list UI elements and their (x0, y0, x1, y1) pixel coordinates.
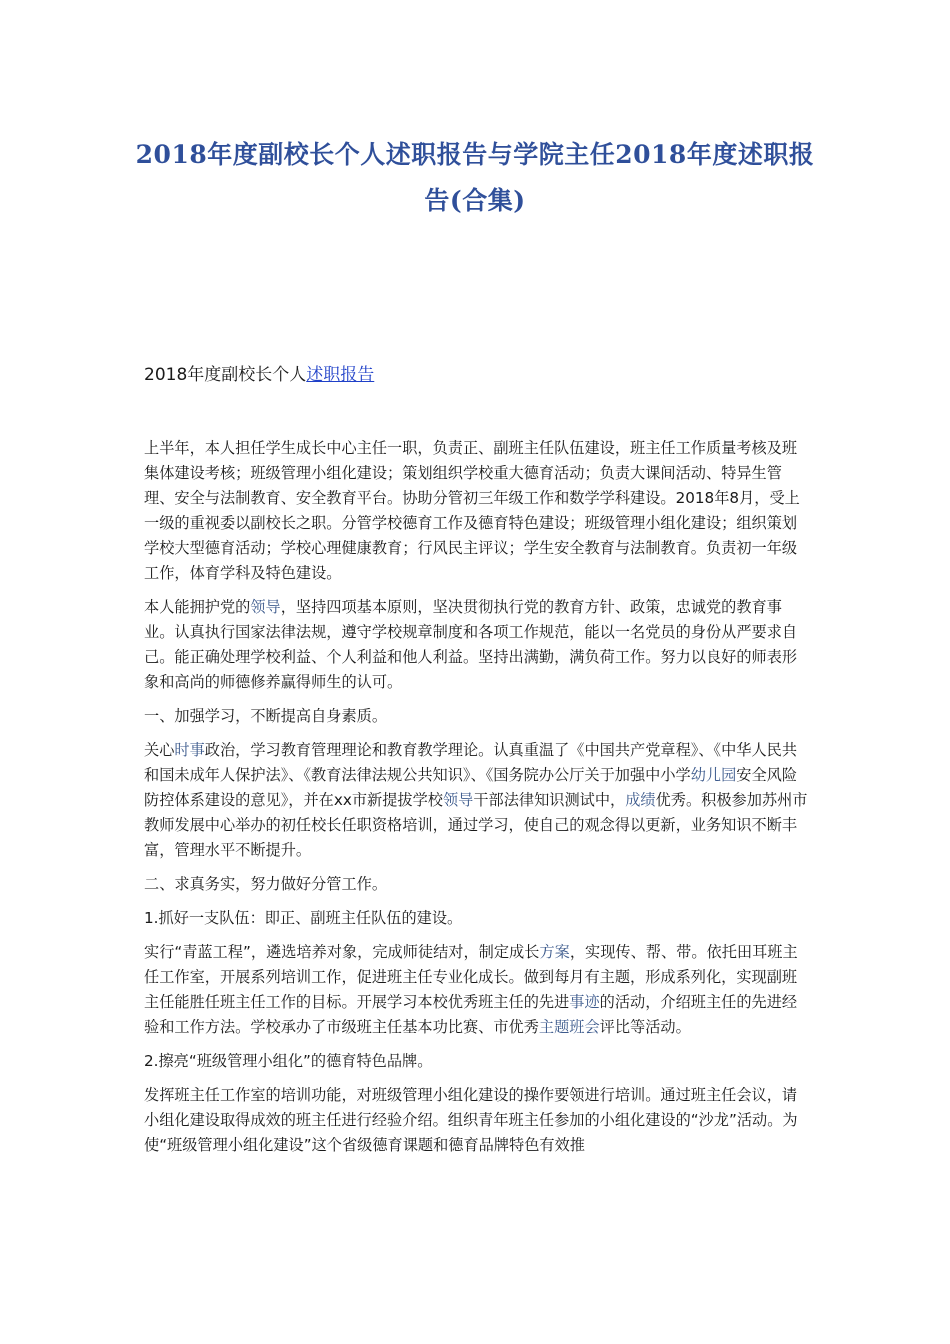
section-heading-text: 2018年度副校长个人 (144, 365, 307, 385)
highlighted-term: 幼儿园 (690, 766, 737, 784)
paragraph-text: 发挥班主任工作室的培训功能，对班级管理小组化建设的操作要领进行培训。通过班主任会议，请小组化建设取得成效的班主任进行经验介绍。组织青年班主任参加的小组化建设的“沙龙”活动。为使“班级管理小组化建设”这个省级德育课题和德育品牌特色有效推 (144, 1086, 798, 1154)
paragraph (144, 738, 809, 863)
highlighted-term: 成绩 (625, 791, 656, 809)
highlighted-term: 领导 (250, 598, 281, 616)
paragraph-text: 评比等活动。 (599, 1018, 691, 1036)
paragraph (144, 1083, 809, 1158)
highlighted-term: 领导 (442, 791, 474, 809)
paragraph (144, 906, 809, 931)
paragraph (144, 940, 809, 1040)
document-body (144, 436, 809, 1167)
document-title: 2018年度副校长个人述职报告与学院主任2018年度述职报告(合集) (135, 140, 815, 215)
paragraph (144, 1049, 809, 1074)
highlighted-term: 事迹 (569, 993, 600, 1011)
highlighted-term: 方案 (539, 943, 570, 961)
paragraph-text: 干部法律知识测试中， (473, 791, 626, 809)
paragraph-text: 政治，学习教育管理理论和教育教学理论。认真重温了《中国共产党章程》、《中华人民共和国未成年人保护法》、《教育法律法规公共知识》、《国务院办公厅关于加强中小学 (144, 741, 798, 784)
paragraph-text: 安全风险防控体系建设的意见》，并在xx市新提拔学校 (144, 766, 798, 809)
paragraph-text: 优秀。积极参加苏州市教师发展中心举办的初任校长任职资格培训，通过学习，使自己的观念得以更新，业务知识不断丰富，管理水平不断提升。 (144, 791, 808, 859)
paragraph-text: 关心 (144, 741, 175, 759)
paragraph (144, 595, 809, 695)
section-heading-link[interactable]: 述职报告 (306, 365, 375, 385)
section-heading (144, 362, 374, 388)
paragraph-text: 实行“青蓝工程”，遴选培养对象，完成师徒结对，制定成长 (144, 943, 540, 961)
paragraph-text: 二、求真务实，努力做好分管工作。 (144, 875, 387, 893)
paragraph-text: 的活动，介绍班主任的先进经验和工作方法。学校承办了市级班主任基本功比赛、市优秀 (144, 993, 798, 1036)
paragraph (144, 704, 809, 729)
paragraph (144, 872, 809, 897)
paragraph-text: ，实现传、帮、带。依托田耳班主任工作室，开展系列培训工作，促进班主任专业化成长。做到每月有主题，形成系列化，实现副班主任能胜任班主任工作的目标。开展学习本校优秀班主任的先进 (144, 943, 798, 1011)
paragraph-text: 1.抓好一支队伍：即正、副班主任队伍的建设。 (144, 909, 463, 927)
paragraph (144, 436, 809, 586)
paragraph-text: 2.擦亮“班级管理小组化”的德育特色品牌。 (144, 1052, 433, 1070)
paragraph-text: 上半年，本人担任学生成长中心主任一职，负责正、副班主任队伍建设，班主任工作质量考核及班集体建设考核；班级管理小组化建设；策划组织学校重大德育活动；负责大课间活动、特异生管理、安全与法制教育、安全教育平台。协助分管初三年级工作和数学学科建设。2018年8月，受上一级的重视委以副校长之职。分管学校德育工作及德育特色建设；班级管理小组化建设；组织策划学校大型德育活动；学校心理健康教育；行风民主评议；学生安全教育与法制教育。负责初一年级工作，体育学科及特色建设。 (144, 439, 800, 582)
paragraph-text: 本人能拥护党的 (144, 598, 251, 616)
highlighted-term: 主题班会 (538, 1018, 600, 1036)
paragraph-text: 一、加强学习，不断提高自身素质。 (144, 707, 387, 725)
highlighted-term: 时事 (174, 741, 205, 759)
paragraph-text: ，坚持四项基本原则，坚决贯彻执行党的教育方针、政策，忠诚党的教育事业。认真执行国家法律法规，遵守学校规章制度和各项工作规范，能以一名党员的身份从严要求自己。能正确处理学校利益、个人利益和他人利益。坚持出满勤，满负荷工作。努力以良好的师表形象和高尚的师德修养赢得师生的认可。 (144, 598, 798, 691)
